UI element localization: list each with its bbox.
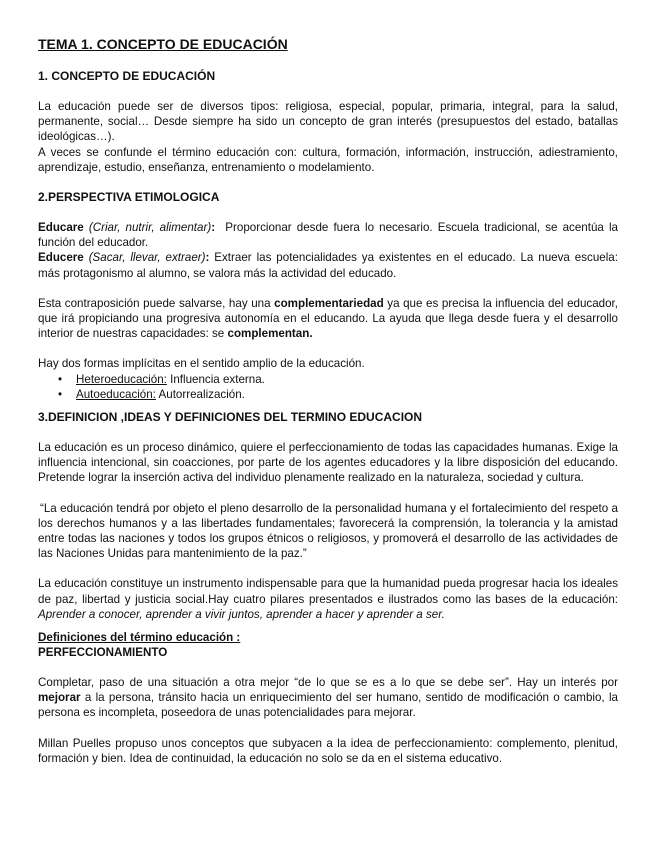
complementan-term: complementan.	[227, 327, 313, 341]
list-item-text: Influencia externa.	[170, 372, 265, 386]
section-3-paragraph-1: La educación es un proceso dinámico, quiere el perfeccionamiento de todas las capacidades humanas. Exige la influencia intencional, sin coacciones, por parte de los agentes educadores y la libre disposición del educando. Pretende lograr la inserción activa del individuo plenamente realizado en la naturaleza, sociedad y cultura.	[38, 441, 618, 485]
mejorar-term: mejorar	[38, 691, 81, 705]
section-3-heading: 3.DEFINICION ,IDEAS Y DEFINICIONES DEL TERMINO EDUCACION	[38, 410, 423, 425]
formas-paragraph: Hay dos formas implícitas en el sentido amplio de la educación.	[38, 357, 365, 371]
section-1-heading: 1. CONCEPTO DE EDUCACIÓN	[38, 69, 216, 83]
section-1-paragraph-1: La educación puede ser de diversos tipos: religiosa, especial, popular, primaria, integral, para la salud, permanente, social… Desde siempre ha sido un concepto de gran interés (presupuestos del estado, batallas ideológicas…).	[38, 100, 618, 144]
educare-meaning: (Criar, nutrir, alimentar)	[88, 221, 212, 235]
bullet-icon: •	[58, 387, 63, 401]
unesco-quote: “La educación tendrá por objeto el pleno desarrollo de la personalidad humana y el fortalecimiento del respeto a los derechos humanos y a las libertades fundamentales; favorecerá la comprensión, la tolerancia y la amistad entre todas las naciones y todos los grupos étnicos o religiosos, y promoverá el desarrollo de las actividades de las Naciones Unidas para mantenimiento de la paz.”	[38, 501, 618, 561]
definiciones-heading: Definiciones del término educación :	[38, 631, 241, 645]
complementariedad-term: complementariedad	[274, 296, 384, 310]
document-page	[38, 36, 618, 766]
millan-puelles-paragraph: Millan Puelles propuso unos conceptos que subyacen a la idea de perfeccionamiento: complemento, plenitud, formación y bien. Idea de continuidad, la educación no solo se da en el sistema educativo.	[38, 736, 618, 765]
document-title: TEMA 1. CONCEPTO DE EDUCACIÓN	[38, 36, 288, 52]
list-item-term: Autoeducación:	[76, 387, 156, 401]
section-2-heading: 2.PERSPECTIVA ETIMOLOGICA	[38, 190, 220, 205]
perfeccionamiento-paragraph: Completar, paso de una situación a otra mejor “de lo que se es a lo que se debe ser”. Hay un interés por mejorar a la persona, tránsito hacia un enriquecimiento del ser humano, sentido de modificación o cambio, la persona es incompleta, poseedora de unas potencialidades para mejorar.	[38, 676, 618, 720]
list-item-term: Heteroeducación:	[76, 372, 167, 386]
formas-list	[38, 372, 618, 402]
list-item	[58, 372, 618, 387]
pilares-list: Aprender a conocer, aprender a vivir juntos, aprender a hacer y aprender a ser.	[38, 607, 445, 621]
bullet-icon: •	[58, 372, 63, 386]
list-item	[58, 387, 618, 402]
educare-paragraph: Educare (Criar, nutrir, alimentar): Proporcionar desde fuera lo necesario. Escuela tradicional, se acentúa la función del educador.	[38, 221, 618, 250]
educere-paragraph: Educere (Sacar, llevar, extraer): Extraer las potencialidades ya existentes en el educado. La nueva escuela: más protagonismo al alumno, se valora más la actividad del educado.	[38, 251, 618, 280]
section-1-paragraph-2: A veces se confunde el término educación con: cultura, formación, información, instrucción, adiestramiento, aprendizaje, estudio, enseñanza, entrenamiento o modelamiento.	[38, 145, 618, 174]
complementariedad-paragraph: Esta contraposición puede salvarse, hay una complementariedad ya que es precisa la influencia del educador, que irá propiciando una progresiva autonomía en el educando. La ayuda que llega desde fuera y el desarrollo interior de nuestras capacidades: se complementan.	[38, 296, 618, 341]
educare-term: Educare	[38, 221, 84, 235]
educere-term: Educere	[38, 251, 84, 265]
pilares-paragraph: La educación constituye un instrumento indispensable para que la humanidad pueda progresar hacia los ideales de paz, libertad y justicia social.Hay cuatro pilares presentados e ilustrados como las bases de la educación: Aprender a conocer, aprender a vivir juntos, aprender a hacer y aprender a ser.	[38, 577, 618, 621]
educare-text: Proporcionar desde fuera lo necesario. Escuela tradicional, se acentúa la función del educador.	[38, 221, 618, 250]
perfeccionamiento-heading: PERFECCIONAMIENTO	[38, 646, 168, 660]
list-item-text: Autorrealización.	[158, 387, 245, 401]
educere-meaning: (Sacar, llevar, extraer)	[88, 251, 206, 265]
educere-text: Extraer las potencialidades ya existentes en el educado. La nueva escuela: más protagonismo al alumno, se valora más la actividad del educado.	[38, 251, 618, 280]
